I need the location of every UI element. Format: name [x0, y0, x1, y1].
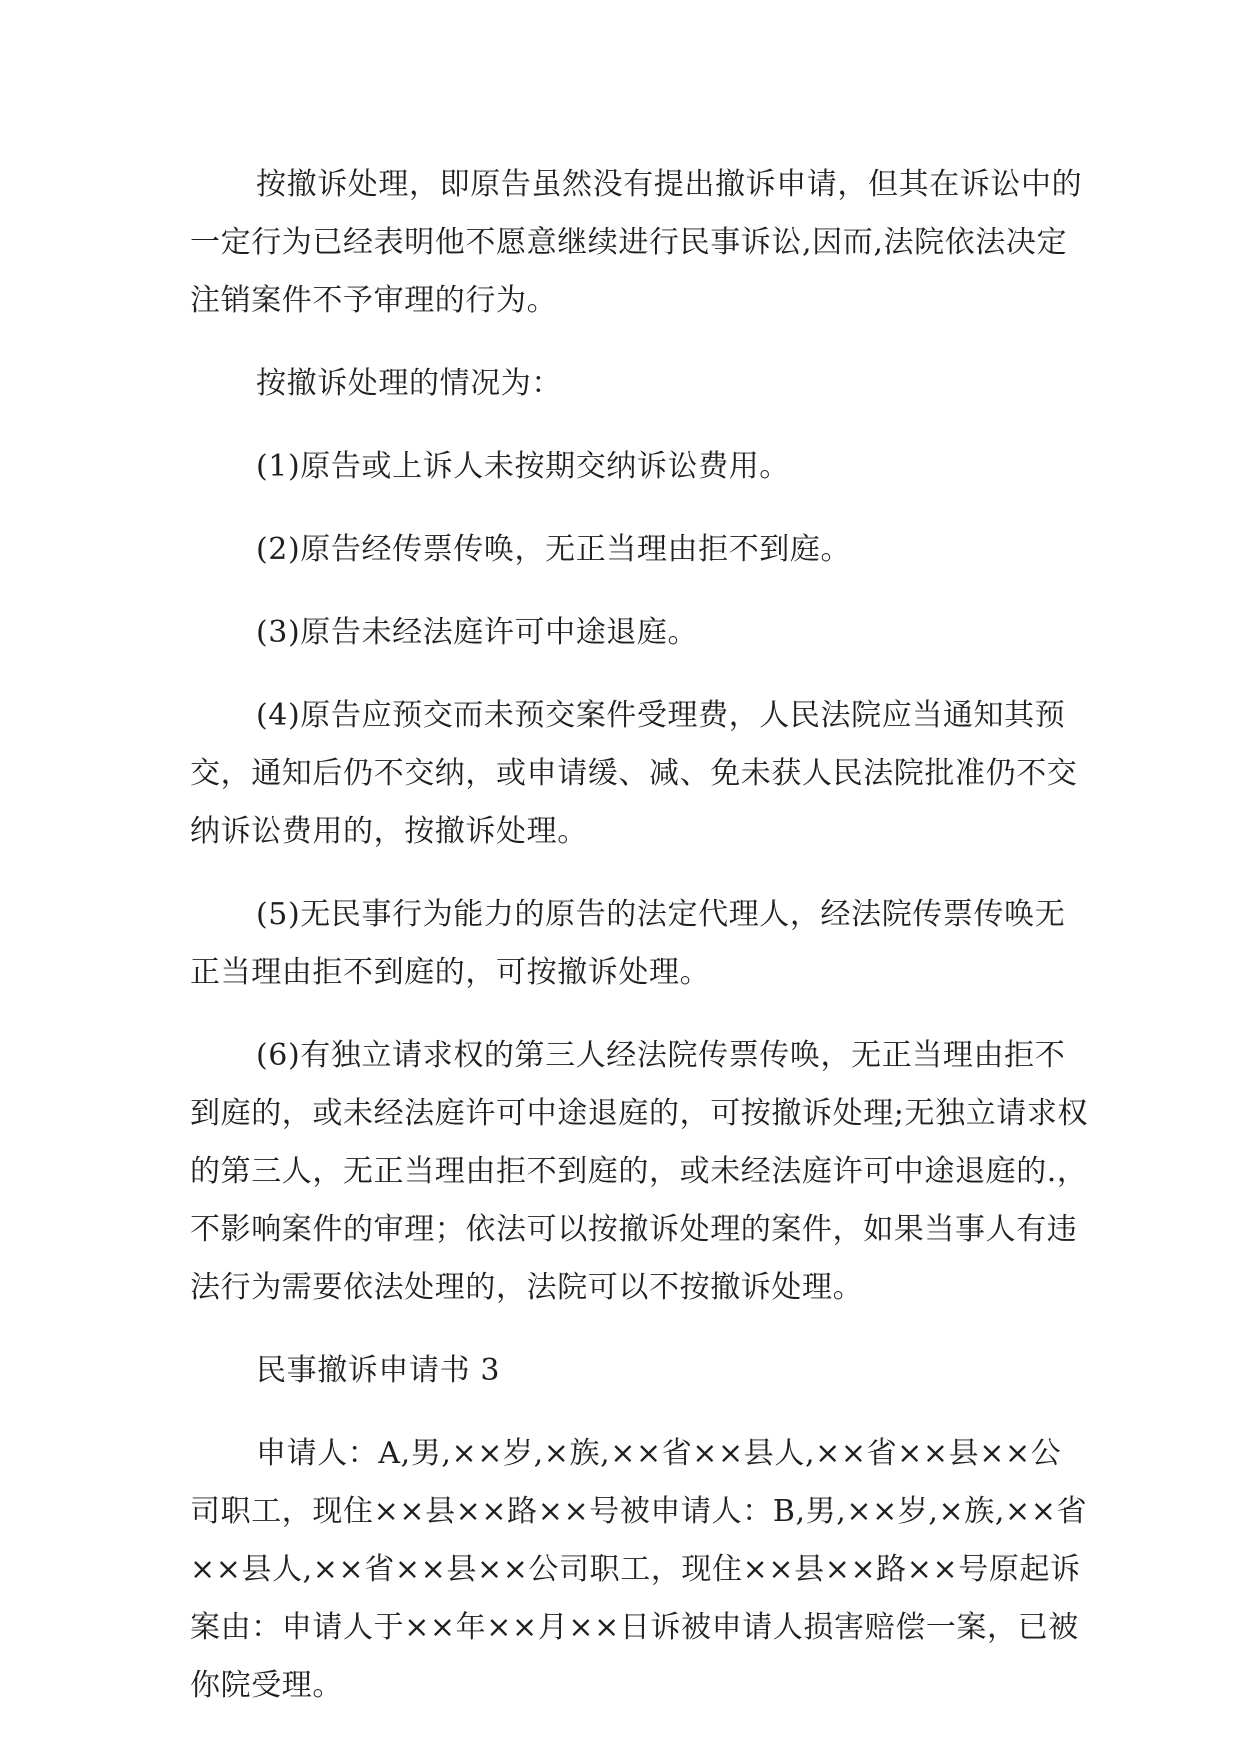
document-body [190, 156, 1090, 1740]
paragraph-item-4: (4)原告应预交而未预交案件受理费，人民法院应当通知其预交，通知后仍不交纳，或申请缓、减、免未获人民法院批准仍不交纳诉讼费用的，按撤诉处理。 [190, 698, 1078, 849]
section-heading: 民事撤诉申请书 3 [256, 1353, 501, 1388]
paragraph-item-3: (3)原告未经法庭许可中途退庭。 [256, 615, 699, 650]
paragraph-definition: 按撤诉处理，即原告虽然没有提出撤诉申请，但其在诉讼中的一定行为已经表明他不愿意继续进行民事诉讼,因而,法院依法决定注销案件不予审理的行为。 [190, 167, 1083, 318]
paragraph-item-2: (2)原告经传票传唤，无正当理由拒不到庭。 [256, 532, 852, 567]
paragraph-item-5: (5)无民事行为能力的原告的法定代理人，经法院传票传唤无正当理由拒不到庭的，可按撤诉处理。 [190, 897, 1066, 990]
paragraph-item-6: (6)有独立请求权的第三人经法院传票传唤，无正当理由拒不到庭的，或未经法庭许可中途退庭的，可按撤诉处理;无独立请求权的第三人，无正当理由拒不到庭的，或未经法庭许可中途退庭的.，不影响案件的审理；依法可以按撤诉处理的案件，如果当事人有违法行为需要依法处理的，法院可以不按撤诉处理。 [190, 1038, 1089, 1305]
paragraph-applicant-info: 申请人：A,男,××岁,×族,××省××县人,××省××县××公司职工，现住××县××路××号被申请人：B,男,××岁,×族,××省××县人,××省××县××公司职工，现住××县××路××号原起诉案由：申请人于××年××月××日诉被申请人损害赔偿一案，已被你院受理。 [190, 1436, 1088, 1703]
paragraph-item-1: (1)原告或上诉人未按期交纳诉讼费用。 [256, 449, 790, 484]
paragraph-situations-heading: 按撤诉处理的情况为： [256, 366, 562, 401]
